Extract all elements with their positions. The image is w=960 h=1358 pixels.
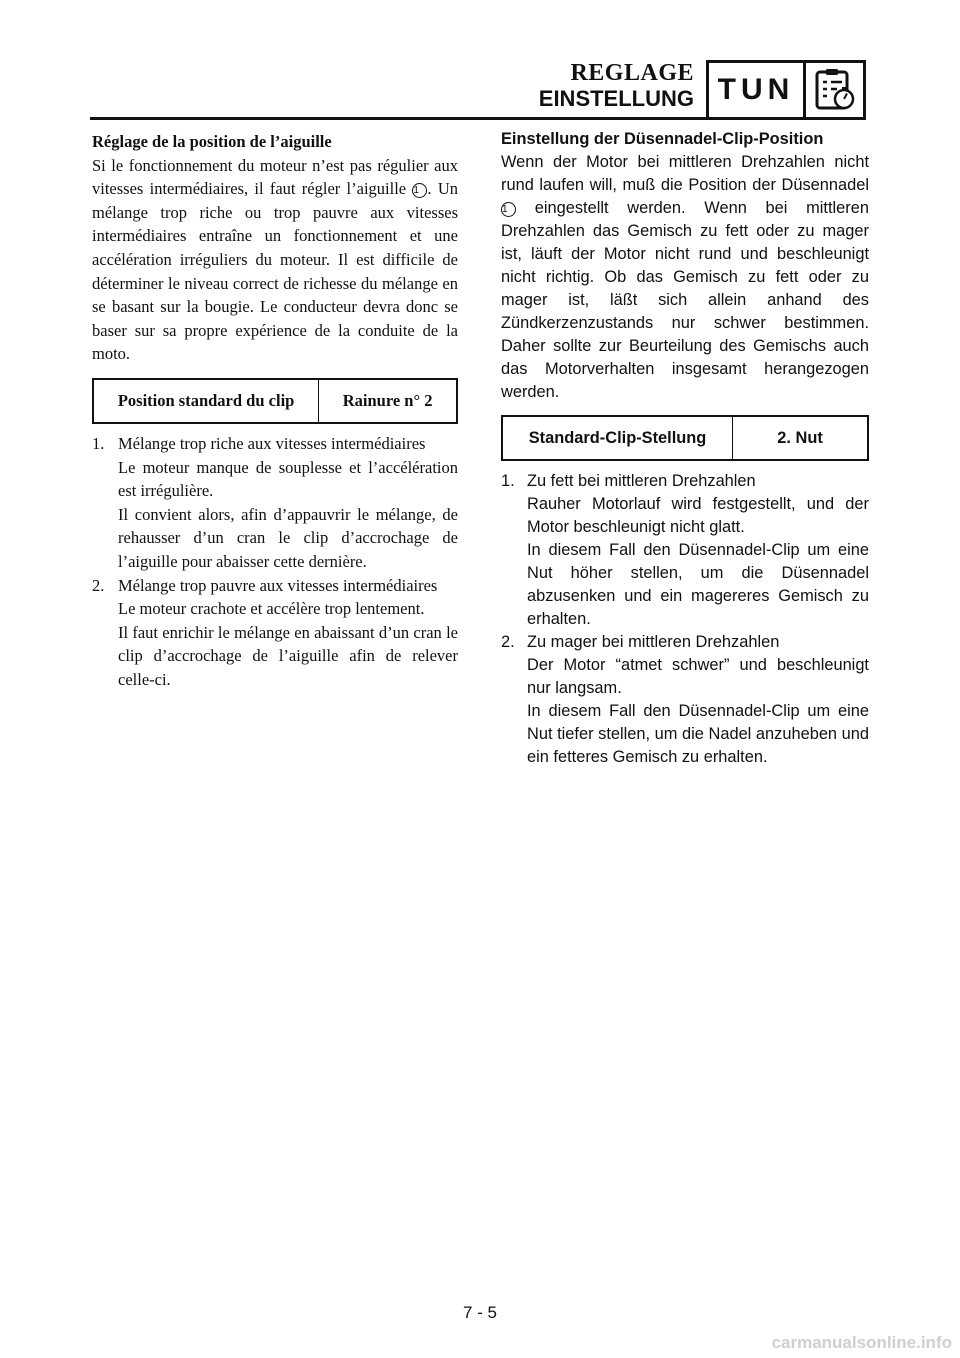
callout-number: 1 <box>501 202 516 217</box>
spec-label-fr: Position standard du clip <box>117 391 295 411</box>
list-item-text: Der Motor “atmet schwer” und beschleunigt nur langsam. <box>527 656 869 697</box>
list-number: 2. <box>501 633 515 651</box>
tuning-clipboard-stopwatch-icon <box>806 63 863 117</box>
list-number: 2. <box>92 575 105 595</box>
list-item-text: Rauher Motorlauf wird festgestellt, und der Motor beschleunigt nicht glatt. <box>527 495 869 536</box>
section-heading-de: Einstellung der Düsennadel-Clip-Position <box>501 130 824 148</box>
header-rule <box>90 117 706 120</box>
section-code: TUN <box>709 63 806 117</box>
watermark: carmanualsonline.info <box>771 1333 952 1352</box>
list-item-text: Il convient alors, afin d’appauvrir le mélange, de rehausser d’un cran le clip d’accrochage de l’aiguille pour abaisser cette dernière. <box>118 504 458 571</box>
callout-number: 1 <box>412 183 427 198</box>
page-number: 7 - 5 <box>462 1303 498 1322</box>
spec-label-de: Standard-Clip-Stellung <box>528 428 707 447</box>
column-german <box>501 128 869 769</box>
list-number: 1. <box>92 433 105 453</box>
list-item <box>92 574 458 692</box>
list-item-title: Mélange trop pauvre aux vitesses intermédiaires <box>118 575 438 595</box>
intro-text-de-part2: eingestellt werden. Wenn bei mittleren Drehzahlen das Gemisch zu fett oder zu mager ist, läuft der Motor nicht rund und beschleunigt nicht richtig. Ob das Gemisch zu fett oder zu mager ist, läßt sich allein anhand des Zündkerzenzustands nur schwer bestimmen. Daher sollte zur Beurteilung des Gemischs auch das Motorverhalten insgesamt herangezogen werden. <box>501 199 869 401</box>
list-item-title: Zu fett bei mittleren Drehzahlen <box>527 472 756 490</box>
intro-text-de-part1: Wenn der Motor bei mittleren Drehzahlen nicht rund laufen will, muß die Position der Düsennadel <box>501 153 869 194</box>
spec-value-fr: Rainure n° 2 <box>319 379 457 423</box>
header-title-de: EINSTELLUNG <box>538 86 694 111</box>
list-item-title: Zu mager bei mittleren Drehzahlen <box>527 633 780 651</box>
intro-text-fr-part1: Si le fonctionnement du moteur n’est pas régulier aux vitesses intermédiaires, il faut régler l’aiguille <box>92 155 458 199</box>
spec-table-de <box>501 415 869 461</box>
list-number: 1. <box>501 472 515 490</box>
section-tab <box>706 60 866 120</box>
list-item-title: Mélange trop riche aux vitesses intermédiaires <box>118 433 426 453</box>
list-item-text: Le moteur crachote et accélère trop lentement. <box>118 599 425 619</box>
spec-value-de: 2. Nut <box>733 416 868 460</box>
list-item <box>501 470 869 631</box>
list-item <box>92 432 458 574</box>
intro-paragraph-fr <box>92 154 458 366</box>
intro-paragraph-de <box>501 151 869 404</box>
list-item-text: Il faut enrichir le mélange en abaissant d’un cran le clip d’accrochage de l’aiguille afin de relever celle-ci. <box>118 622 458 689</box>
list-item-text: In diesem Fall den Düsennadel-Clip um eine Nut tiefer stellen, um die Nadel anzuheben und ein fetteres Gemisch zu erhalten. <box>527 702 869 766</box>
column-french <box>92 130 458 691</box>
spec-table-fr <box>92 378 458 424</box>
section-heading-fr: Réglage de la position de l’aiguille <box>92 132 332 151</box>
list-item-text: In diesem Fall den Düsennadel-Clip um eine Nut höher stellen, um die Düsennadel abzusenken und ein magereres Gemisch zu erhalten. <box>527 541 869 628</box>
header-title-fr: REGLAGE <box>570 60 694 86</box>
intro-text-fr-part2: . Un mélange trop riche ou trop pauvre aux vitesses intermédiaires entraîne un fonctionnement et une accélération irréguliers du moteur. Il est difficile de déterminer le niveau correct de richesse du mélange en se basant sur la bougie. Le conducteur devra donc se baser sur sa propre expérience de la conduite de la moto. <box>92 179 459 364</box>
list-item <box>501 631 869 769</box>
list-item-text: Le moteur manque de souplesse et l’accélération est irrégulière. <box>118 457 458 501</box>
